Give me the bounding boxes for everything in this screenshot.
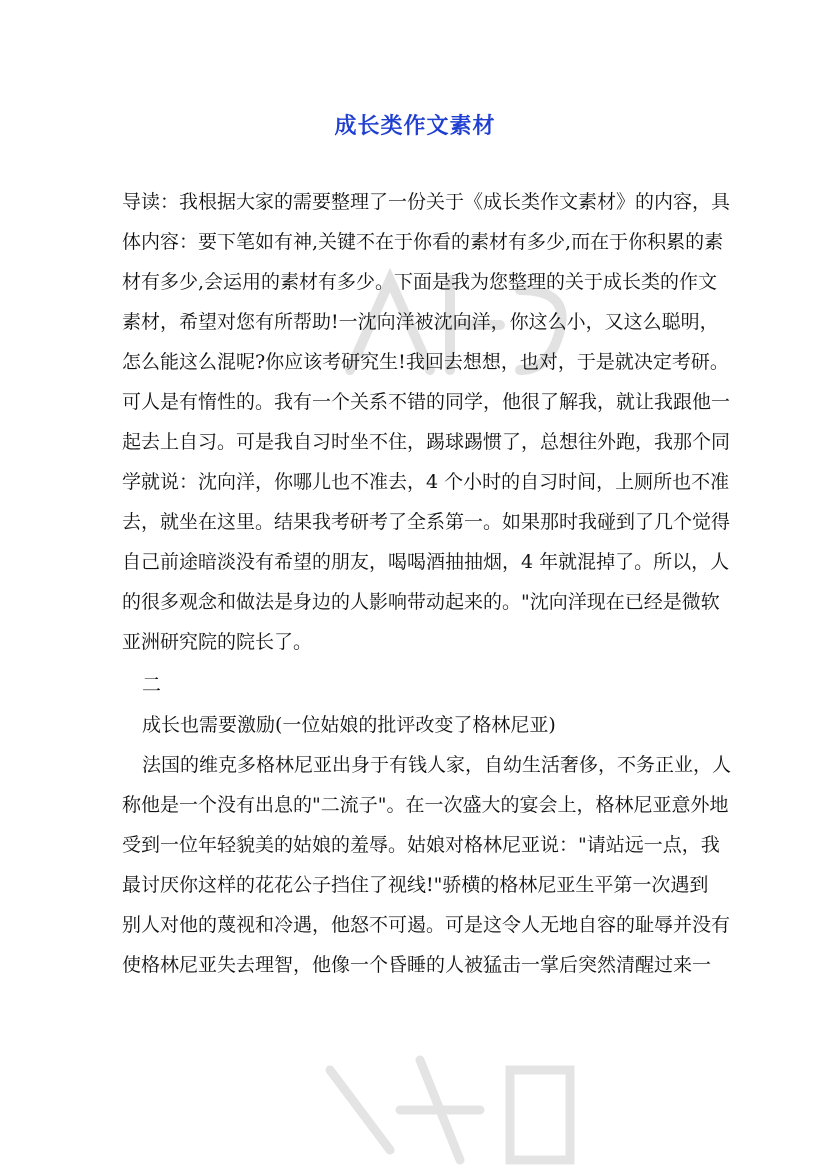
paragraph-line: 怎么能这么混呢?你应该考研究生!我回去想想，也对，于是就决定考研。 — [122, 351, 729, 373]
paragraph-line: 导读：我根据大家的需要整理了一份关于《成长类作文素材》的内容，具 — [122, 191, 731, 213]
paragraph-line: 学就说：沈向洋，你哪儿也不准去，4 个小时的自习时间，上厕所也不准 — [122, 471, 730, 493]
paragraph-line: 受到一位年轻貌美的姑娘的羞辱。姑娘对格林尼亚说："请站远一点，我 — [122, 834, 720, 856]
paragraph-line: 的很多观念和做法是身边的人影响带动起来的。"沈向洋现在已经是微软 — [122, 591, 720, 613]
paragraph-line: 体内容：要下笔如有神,关键不在于你看的素材有多少,而在于你积累的素 — [122, 231, 724, 253]
paragraph-line: 最讨厌你这样的花花公子挡住了视线!"骄横的格林尼亚生平第一次遇到 — [122, 874, 709, 896]
paragraph-line: 起去上自习。可是我自习时坐不住，踢球踢惯了，总想往外跑，我那个同 — [122, 431, 731, 453]
document-title: 成长类作文素材 — [334, 113, 496, 139]
paragraph-line: 法国的维克多格林尼亚出身于有钱人家，自幼生活奢侈，不务正业，人 — [142, 754, 732, 776]
paragraph-line: 亚洲研究院的院长了。 — [122, 631, 313, 653]
section-number: 二 — [142, 674, 162, 696]
paragraph-line: 可人是有惰性的。我有一个关系不错的同学，他很了解我，就让我跟他一 — [122, 391, 731, 413]
paragraph-line: 自己前途暗淡没有希望的朋友，喝喝酒抽抽烟，4 年就混掉了。所以，人 — [122, 551, 730, 573]
paragraph-line: 使格林尼亚失去理智，他像一个昏睡的人被猛击一掌后突然清醒过来一 — [122, 954, 712, 976]
paragraph-line: 材有多少,会运用的素材有多少。下面是我为您整理的关于成长类的作文 — [122, 271, 718, 293]
paragraph-line: 素材，希望对您有所帮助!一沈向洋被沈向洋，你这么小，又这么聪明， — [122, 311, 719, 333]
paragraph-line: 别人对他的蔑视和冷遇，他怒不可遏。可是这令人无地自容的耻辱并没有 — [122, 914, 731, 936]
section-heading: 成长也需要激励(一位姑娘的批评改变了格林尼亚) — [142, 714, 556, 736]
watermark-logo — [300, 1040, 600, 1174]
paragraph-line: 去，就坐在这里。结果我考研考了全系第一。如果那时我碰到了几个觉得 — [122, 511, 731, 533]
paragraph-line: 称他是一个没有出息的"二流子"。在一次盛大的宴会上，格林尼亚意外地 — [122, 794, 729, 816]
